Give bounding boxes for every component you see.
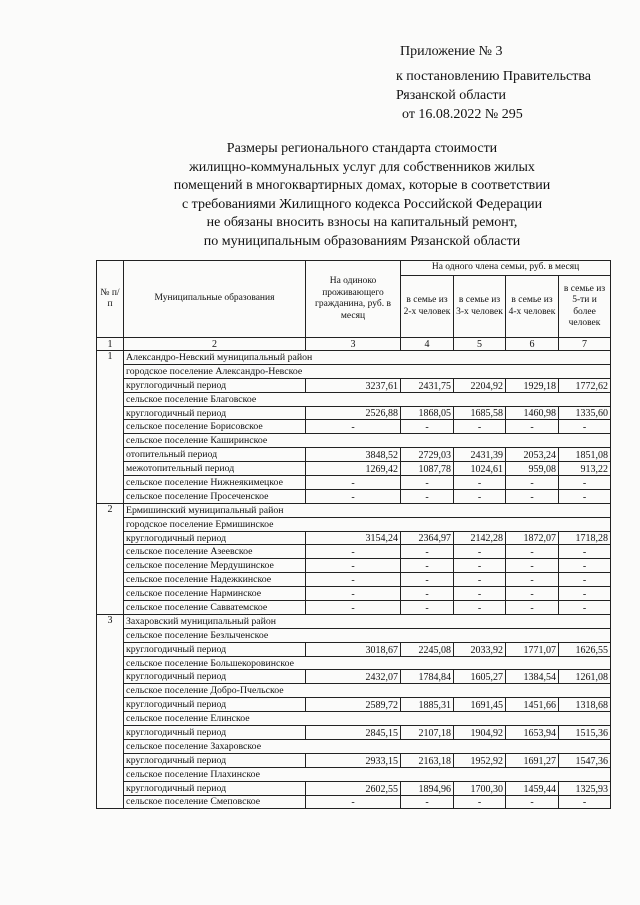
- settlement-row-empty: [97, 601, 611, 615]
- title-line: помещений в многоквартирных домах, которые в соответствии: [173, 178, 551, 193]
- settlement-row: [97, 712, 611, 726]
- column-number: 1: [97, 338, 124, 351]
- period-name: круглогодичный период: [124, 531, 306, 545]
- settlement-name: сельское поселение Нарминское: [124, 587, 306, 601]
- empty-value-cell: -: [401, 476, 454, 490]
- header-family-3: в семье из 3-х человек: [454, 276, 506, 338]
- empty-value-cell: -: [401, 489, 454, 503]
- value-cell: 1885,31: [401, 698, 454, 712]
- appendix-header: [396, 42, 591, 124]
- empty-value-cell: -: [559, 587, 611, 601]
- header-family-5: в семье из 5-ти и более человек: [559, 276, 611, 338]
- empty-value-cell: -: [306, 420, 401, 434]
- appendix-authority: Рязанской области: [396, 88, 507, 103]
- value-cell: 3237,61: [306, 378, 401, 392]
- header-per-family-member: На одного члена семьи, руб. в месяц: [401, 261, 611, 276]
- settlement-name: сельское поселение Большекоровинское: [124, 656, 611, 670]
- settlement-name: сельское поселение Савватемское: [124, 601, 306, 615]
- value-cell: 2432,07: [306, 670, 401, 684]
- settlement-name: сельское поселение Надежкинское: [124, 573, 306, 587]
- appendix-reference: к постановлению Правительства: [396, 69, 592, 84]
- column-number: 4: [401, 338, 454, 351]
- empty-value-cell: -: [306, 545, 401, 559]
- value-cell: 2142,28: [454, 531, 506, 545]
- period-name: межотопительный период: [124, 462, 306, 476]
- value-cell: 2431,75: [401, 378, 454, 392]
- empty-value-cell: -: [401, 795, 454, 809]
- settlement-name: сельское поселение Благовское: [124, 392, 611, 406]
- settlement-row: [97, 628, 611, 642]
- empty-value-cell: -: [454, 476, 506, 490]
- value-cell: 1685,58: [454, 406, 506, 420]
- empty-value-cell: -: [454, 573, 506, 587]
- document-title: [128, 140, 596, 251]
- table-body: [97, 351, 611, 809]
- period-name: круглогодичный период: [124, 698, 306, 712]
- empty-value-cell: -: [559, 420, 611, 434]
- value-cell: 1772,62: [559, 378, 611, 392]
- value-cell: 2033,92: [454, 642, 506, 656]
- table-header: [97, 261, 611, 351]
- value-cell: 1653,94: [506, 726, 559, 740]
- settlement-row-empty: [97, 573, 611, 587]
- empty-value-cell: -: [401, 601, 454, 615]
- settlement-row: [97, 434, 611, 448]
- value-cell: 1784,84: [401, 670, 454, 684]
- settlement-row: [97, 364, 611, 378]
- empty-value-cell: -: [506, 587, 559, 601]
- column-number: 5: [454, 338, 506, 351]
- header-single-resident: На одиноко проживающего гражданина, руб. в месяц: [306, 261, 401, 338]
- period-name: круглогодичный период: [124, 753, 306, 767]
- settlement-name: сельское поселение Борисовское: [124, 420, 306, 434]
- period-name: круглогодичный период: [124, 406, 306, 420]
- settlement-name: сельское поселение Азеевское: [124, 545, 306, 559]
- empty-value-cell: -: [454, 420, 506, 434]
- settlement-row: [97, 517, 611, 531]
- value-cell: 1024,61: [454, 462, 506, 476]
- value-row: [97, 462, 611, 476]
- value-cell: 2589,72: [306, 698, 401, 712]
- settlement-row-empty: [97, 476, 611, 490]
- settlement-name: городское поселение Ермишинское: [124, 517, 611, 531]
- value-cell: 1718,28: [559, 531, 611, 545]
- settlement-name: сельское поселение Просеченское: [124, 489, 306, 503]
- district-number: 2: [97, 503, 124, 614]
- empty-value-cell: -: [306, 476, 401, 490]
- value-row: [97, 406, 611, 420]
- column-number: 2: [124, 338, 306, 351]
- title-line: по муниципальным образованиям Рязанской области: [203, 233, 521, 249]
- value-row: [97, 698, 611, 712]
- settlement-row: [97, 739, 611, 753]
- value-cell: 1325,93: [559, 781, 611, 795]
- value-cell: 1894,96: [401, 781, 454, 795]
- value-cell: 2163,18: [401, 753, 454, 767]
- header-family-4: в семье из 4-х человек: [506, 276, 559, 338]
- settlement-row: [97, 656, 611, 670]
- value-cell: 913,22: [559, 462, 611, 476]
- empty-value-cell: -: [559, 601, 611, 615]
- value-cell: 1929,18: [506, 378, 559, 392]
- value-cell: 1771,07: [506, 642, 559, 656]
- settlement-row-empty: [97, 545, 611, 559]
- empty-value-cell: -: [559, 573, 611, 587]
- period-name: круглогодичный период: [124, 781, 306, 795]
- standards-table: [96, 260, 611, 809]
- period-name: отопительный период: [124, 448, 306, 462]
- title-line: не обязаны вносить взносы на капитальный ремонт,: [206, 215, 518, 230]
- district-row: [97, 614, 611, 628]
- district-number: 3: [97, 614, 124, 808]
- value-cell: 1691,45: [454, 698, 506, 712]
- empty-value-cell: -: [506, 573, 559, 587]
- value-row: [97, 726, 611, 740]
- column-number: 7: [559, 338, 611, 351]
- empty-value-cell: -: [559, 489, 611, 503]
- column-number: 3: [306, 338, 401, 351]
- period-name: круглогодичный период: [124, 642, 306, 656]
- value-cell: 1700,30: [454, 781, 506, 795]
- value-cell: 1318,68: [559, 698, 611, 712]
- value-cell: 1952,92: [454, 753, 506, 767]
- empty-value-cell: -: [401, 545, 454, 559]
- empty-value-cell: -: [454, 587, 506, 601]
- value-cell: 1605,27: [454, 670, 506, 684]
- value-row: [97, 448, 611, 462]
- settlement-row-empty: [97, 559, 611, 573]
- empty-value-cell: -: [306, 587, 401, 601]
- column-number-row: [97, 338, 611, 351]
- value-cell: 1261,08: [559, 670, 611, 684]
- value-row: [97, 670, 611, 684]
- value-cell: 1872,07: [506, 531, 559, 545]
- value-cell: 2431,39: [454, 448, 506, 462]
- value-cell: 959,08: [506, 462, 559, 476]
- empty-value-cell: -: [306, 573, 401, 587]
- value-cell: 1460,98: [506, 406, 559, 420]
- settlement-row-empty: [97, 489, 611, 503]
- value-cell: 2602,55: [306, 781, 401, 795]
- value-cell: 2204,92: [454, 378, 506, 392]
- value-cell: 2053,24: [506, 448, 559, 462]
- empty-value-cell: -: [506, 489, 559, 503]
- header-family-2: в семье из 2-х человек: [401, 276, 454, 338]
- value-cell: 2933,15: [306, 753, 401, 767]
- value-cell: 2364,97: [401, 531, 454, 545]
- value-cell: 2107,18: [401, 726, 454, 740]
- value-cell: 1851,08: [559, 448, 611, 462]
- value-row: [97, 753, 611, 767]
- value-cell: 2245,08: [401, 642, 454, 656]
- empty-value-cell: -: [306, 489, 401, 503]
- settlement-name: сельское поселение Елинское: [124, 712, 611, 726]
- empty-value-cell: -: [506, 795, 559, 809]
- empty-value-cell: -: [401, 559, 454, 573]
- period-name: круглогодичный период: [124, 378, 306, 392]
- settlement-name: сельское поселение Безлыченское: [124, 628, 611, 642]
- district-name: Ермишинский муниципальный район: [124, 503, 611, 517]
- empty-value-cell: -: [401, 587, 454, 601]
- value-row: [97, 781, 611, 795]
- column-number: 6: [506, 338, 559, 351]
- empty-value-cell: -: [506, 420, 559, 434]
- period-name: круглогодичный период: [124, 726, 306, 740]
- empty-value-cell: -: [454, 559, 506, 573]
- value-cell: 2526,88: [306, 406, 401, 420]
- value-cell: 1087,78: [401, 462, 454, 476]
- value-cell: 1384,54: [506, 670, 559, 684]
- settlement-name: сельское поселение Каширинское: [124, 434, 611, 448]
- district-name: Александро-Невский муниципальный район: [124, 351, 611, 365]
- settlement-name: сельское поселение Мердушинское: [124, 559, 306, 573]
- appendix-date: от 16.08.2022 № 295: [402, 107, 523, 122]
- value-cell: 3848,52: [306, 448, 401, 462]
- value-row: [97, 642, 611, 656]
- empty-value-cell: -: [506, 559, 559, 573]
- value-cell: 2729,03: [401, 448, 454, 462]
- title-line: Размеры регионального стандарта стоимости: [226, 141, 498, 156]
- empty-value-cell: -: [401, 573, 454, 587]
- empty-value-cell: -: [506, 601, 559, 615]
- settlement-row-empty: [97, 420, 611, 434]
- value-cell: 2845,15: [306, 726, 401, 740]
- value-cell: 1547,36: [559, 753, 611, 767]
- value-cell: 1904,92: [454, 726, 506, 740]
- empty-value-cell: -: [559, 545, 611, 559]
- district-name: Захаровский муниципальный район: [124, 614, 611, 628]
- settlement-row-empty: [97, 587, 611, 601]
- settlement-name: городское поселение Александро-Невское: [124, 364, 611, 378]
- settlement-name: сельское поселение Плахинское: [124, 767, 611, 781]
- value-cell: 3018,67: [306, 642, 401, 656]
- settlement-name: сельское поселение Захаровское: [124, 739, 611, 753]
- empty-value-cell: -: [454, 545, 506, 559]
- empty-value-cell: -: [506, 476, 559, 490]
- empty-value-cell: -: [559, 559, 611, 573]
- empty-value-cell: -: [401, 420, 454, 434]
- settlement-row: [97, 767, 611, 781]
- settlement-name: сельское поселение Добро-Пчельское: [124, 684, 611, 698]
- value-cell: 1451,66: [506, 698, 559, 712]
- value-cell: 1269,42: [306, 462, 401, 476]
- value-cell: 1691,27: [506, 753, 559, 767]
- empty-value-cell: -: [454, 601, 506, 615]
- header-num: № п/п: [97, 261, 124, 338]
- settlement-row-empty: [97, 795, 611, 809]
- empty-value-cell: -: [559, 476, 611, 490]
- period-name: круглогодичный период: [124, 670, 306, 684]
- value-cell: 1459,44: [506, 781, 559, 795]
- empty-value-cell: -: [306, 795, 401, 809]
- value-row: [97, 531, 611, 545]
- district-row: [97, 351, 611, 365]
- empty-value-cell: -: [454, 795, 506, 809]
- value-cell: 1335,60: [559, 406, 611, 420]
- header-municipality: Муниципальные образования: [124, 261, 306, 338]
- district-row: [97, 503, 611, 517]
- value-row: [97, 378, 611, 392]
- empty-value-cell: -: [454, 489, 506, 503]
- value-cell: 1626,55: [559, 642, 611, 656]
- settlement-row: [97, 392, 611, 406]
- district-number: 1: [97, 351, 124, 504]
- empty-value-cell: -: [506, 545, 559, 559]
- empty-value-cell: -: [559, 795, 611, 809]
- title-line: с требованиями Жилищного кодекса Российской Федерации: [181, 196, 543, 212]
- value-cell: 1515,36: [559, 726, 611, 740]
- settlement-name: сельское поселение Нижнеякимецкое: [124, 476, 306, 490]
- settlement-name: сельское поселение Смеповское: [124, 795, 306, 809]
- settlement-row: [97, 684, 611, 698]
- title-line: жилищно-коммунальных услуг для собственников жилых: [189, 159, 535, 175]
- empty-value-cell: -: [306, 559, 401, 573]
- appendix-number: Приложение № 3: [400, 44, 503, 59]
- empty-value-cell: -: [306, 601, 401, 615]
- value-cell: 1868,05: [401, 406, 454, 420]
- value-cell: 3154,24: [306, 531, 401, 545]
